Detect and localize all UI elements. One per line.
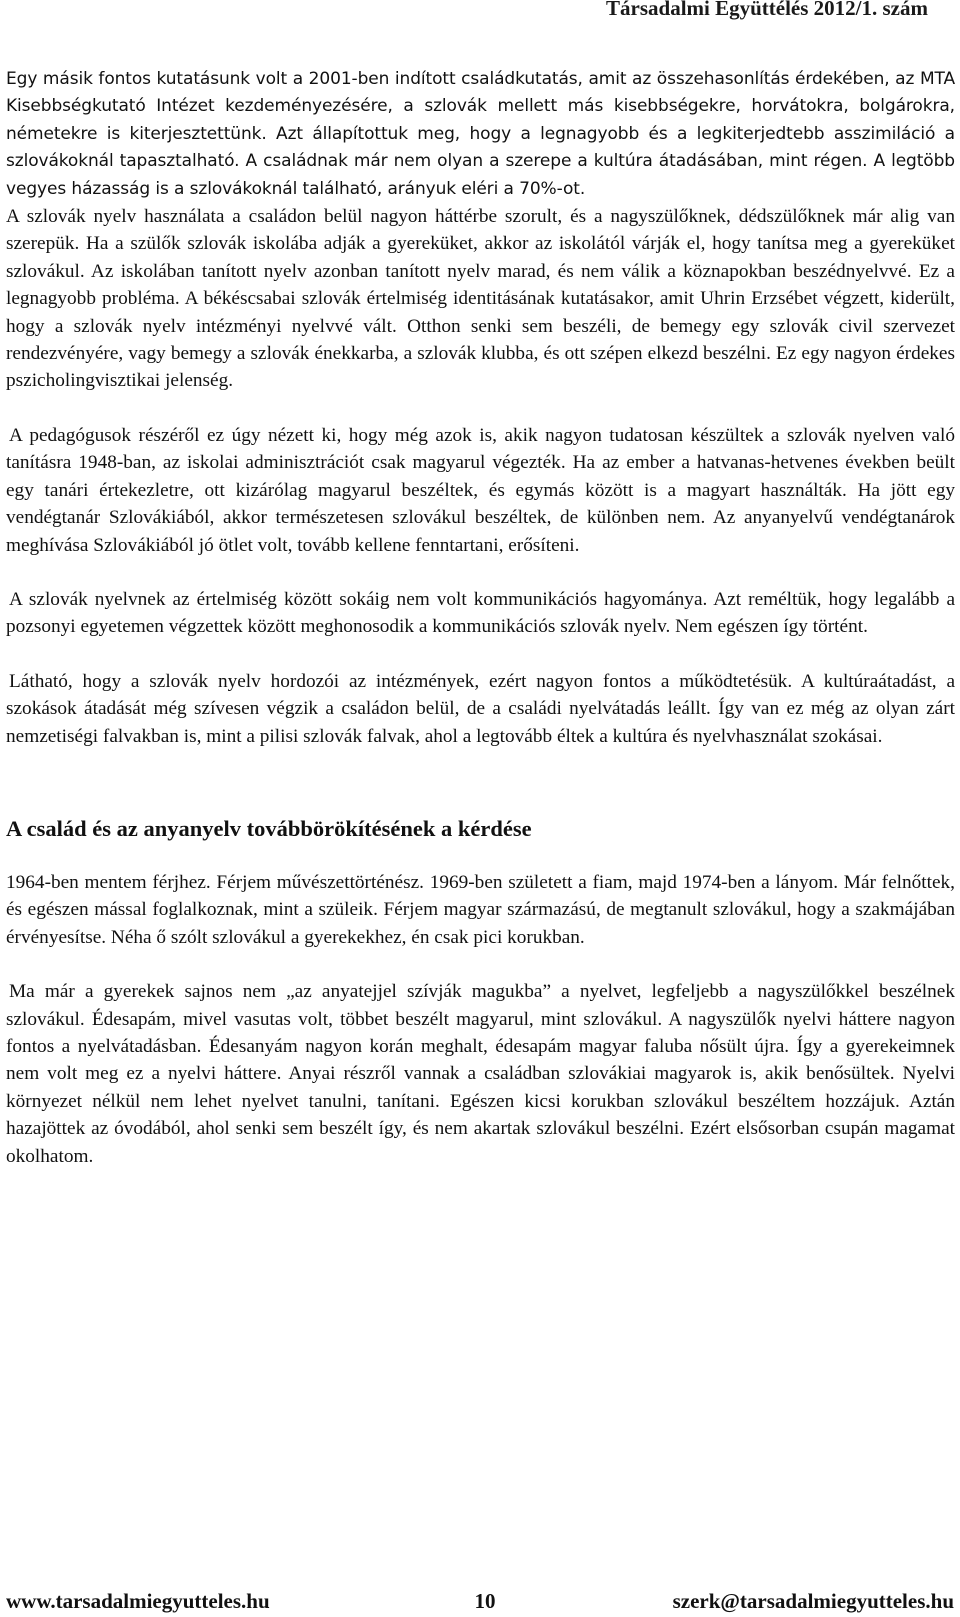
journal-header-title: Társadalmi Együttélés 2012/1. szám <box>606 0 928 20</box>
paragraph-language-use: A szlovák nyelv használata a családon belül nagyon háttérbe szorult, és a nagyszülőknek, dédszülőknek már alig van szerepük. Ha a szülők szlovák iskolába adják a gyereküket, akkor az iskolától várják el, hogy tanítsa meg a gyereküket szlovákul. Az iskolában tanított nyelv azonban tanított nyelv marad, és nem válik a köznapokban beszédnyelvvé. Ez a legnagyobb probléma. A békéscsabai szlovák értelmiség identitásának kutatásakor, amit Uhrin Erzsébet végzett, kiderült, hogy a szlovák nyelv intézményi nyelvvé vált. Otthon senki sem beszéli, de bemegy egy szlovák civil szervezet rendezvényére, vagy bemegy a szlovák énekkarba, a szlovák klubba, és ott szépen elkezd beszélni. Ez egy nagyon érdekes pszicholingvisztikai jelenség. <box>6 206 955 392</box>
paragraph-intelligentsia: A szlovák nyelvnek az értelmiség között sokáig nem volt kommunikációs hagyománya. Azt reméltük, hogy legalább a pozsonyi egyetemen végzettek között meghonosodik a kommunikációs szlovák nyelv. Nem egészen így történt. <box>6 588 955 638</box>
paragraph-family-research: Egy másik fontos kutatásunk volt a 2001-ben indított családkutatás, amit az összehasonlítás érdekében, az MTA Kisebbségkutató Intézet kezdeményezésére, a szlovák mellett más kisebbségekre, horvátokra, bolgárokra, németekre is kiterjesztettünk. Azt állapítottuk meg, hogy a legnagyobb és a legkiterjedtebb asszimiláció a szlovákoknál tapasztalható. A családnak már nem olyan a szerepe a kultúra átadásában, mint régen. A legtöbb vegyes házasság is a szlovákoknál található, arányuk eléri a 70%-ot. <box>6 69 955 199</box>
page-footer <box>6 1586 954 1616</box>
paragraph-institutions: Látható, hogy a szlovák nyelv hordozói az intézmények, ezért nagyon fontos a működtetésük. A kultúraátadást, a szokások átadását még szívesen végzik a családon belül, de a családi nyelvátadás leállt. Így van ez még az olyan zárt nemzetiségi falvakban is, mint a pilisi szlovák falvak, ahol a legtovább éltek a kultúra és nyelvhasználat szokásai. <box>6 670 955 747</box>
section-heading: A család és az anyanyelv továbbörökítésének a kérdése <box>6 815 532 841</box>
footer-email-link[interactable]: szerk@tarsadalmiegyutteles.hu <box>672 1589 954 1613</box>
paragraph-teachers: A pedagógusok részéről ez úgy nézett ki, hogy még azok is, akik nagyon tudatosan készültek a szlovák nyelven való tanításra 1948-ban, az iskolai adminisztrációt csak magyarul végezték. Ha az ember a hatvanas-hetvenes években beült egy tanári értekezletre, ott kizárólag magyarul beszéltek, és egymás között is a magyart használták. Ha jött egy vendégtanár Szlovákiából, akkor természetesen szlovákul beszéltek, de különben nem. Az anyanyelvű vendégtanárok meghívása Szlovákiából jó ötlet volt, tovább kellene fenntartani, erősíteni. <box>6 424 955 556</box>
paragraph-children-language: Ma már a gyerekek sajnos nem „az anyatejjel szívják magukba” a nyelvet, legfeljebb a nagyszülőkkel beszélnek szlovákul. Édesapám, mivel vasutas volt, többet beszélt magyarul, mint szlovákul. A nagyszülők nyelvi háttere nagyon fontos a nyelvátadásban. Édesanyám nagyon korán meghalt, édesapám magyar faluba nősült újra. Így a gyerekeimnek nem volt meg ez a nyelvi háttere. Anyai részről vannak a családban szlovákiai magyarok is, akik benősültek. Nyelvi környezet nélkül nem lehet nyelvet tanulni, tanítani. Egészen kicsi korukban szlovákul beszéltem hozzájuk. Aztán hazajöttek az óvodából, ahol senki sem beszélt így, és nem akartak szlovákul beszélni. Ezért elsősorban csupán magamat okolhatom. <box>6 981 955 1167</box>
article-body <box>6 66 955 1170</box>
page-number: 10 <box>474 1589 496 1613</box>
paragraph-marriage: 1964-ben mentem férjhez. Férjem művészettörténész. 1969-ben született a fiam, majd 1974-ben a lányom. Már felnőttek, és egészen mással foglalkoznak, mint a szüleik. Férjem magyar származású, de megtanult szlovákul, hogy a szakmájában érvényesítse. Néha ő szólt szlovákul a gyerekekhez, én csak pici korukban. <box>6 871 955 948</box>
footer-website-link[interactable]: www.tarsadalmiegyutteles.hu <box>6 1589 270 1613</box>
